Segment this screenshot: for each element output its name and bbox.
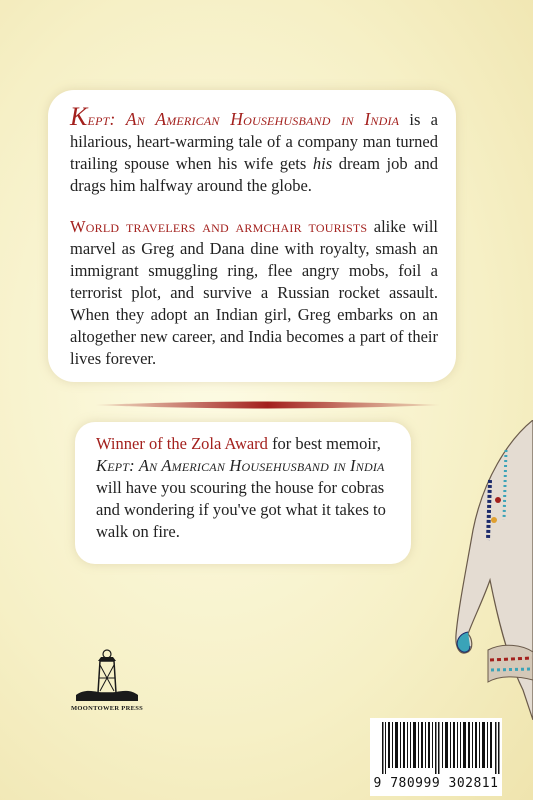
title-initial: K — [70, 102, 88, 131]
award-paragraph — [96, 433, 396, 543]
blurb-paragraph-1 — [70, 102, 438, 197]
blurb1-emphasis: his — [312, 154, 333, 173]
book-title-heading — [70, 102, 400, 131]
decorative-divider — [95, 398, 440, 412]
blurb2-text: alike will marvel as Greg and Dana dine with royalty, smash an immigrant smuggling ring, flee angry mobs, foil a terrorist plot, and survive a Russian rocket assault. When they adopt an Indian girl, Greg embarks on an altogether new career, and India becomes a part of their lives forever. — [70, 217, 438, 368]
isbn-number: 9 780999 302811 — [373, 776, 499, 791]
blurb1-text-a: is a hilarious, heart-warming tale of a company man turned trailing spouse when his wife gets — [70, 110, 438, 173]
barcode-icon — [382, 722, 500, 774]
blurb2-lead: World travelers and armchair tourists — [70, 217, 368, 236]
publisher-name: MOONTOWER PRESS — [70, 705, 144, 712]
award-text-b: will have you scouring the house for cobras and wondering if you've got what it takes to walk on fire. — [96, 478, 386, 541]
elephant-illustration — [428, 420, 533, 720]
blurb1-text-b: dream job and drags him halfway around the globe. — [70, 154, 438, 195]
moontower-press-logo — [72, 645, 142, 705]
title-rest: ept: An American Househusband in India — [87, 109, 400, 129]
award-lead: Winner of the Zola Award — [96, 434, 268, 453]
blurb-paragraph-2 — [70, 216, 438, 370]
award-book-title: Kept: An American Househusband in India — [96, 456, 385, 475]
award-text-a: for best memoir, — [267, 434, 381, 453]
